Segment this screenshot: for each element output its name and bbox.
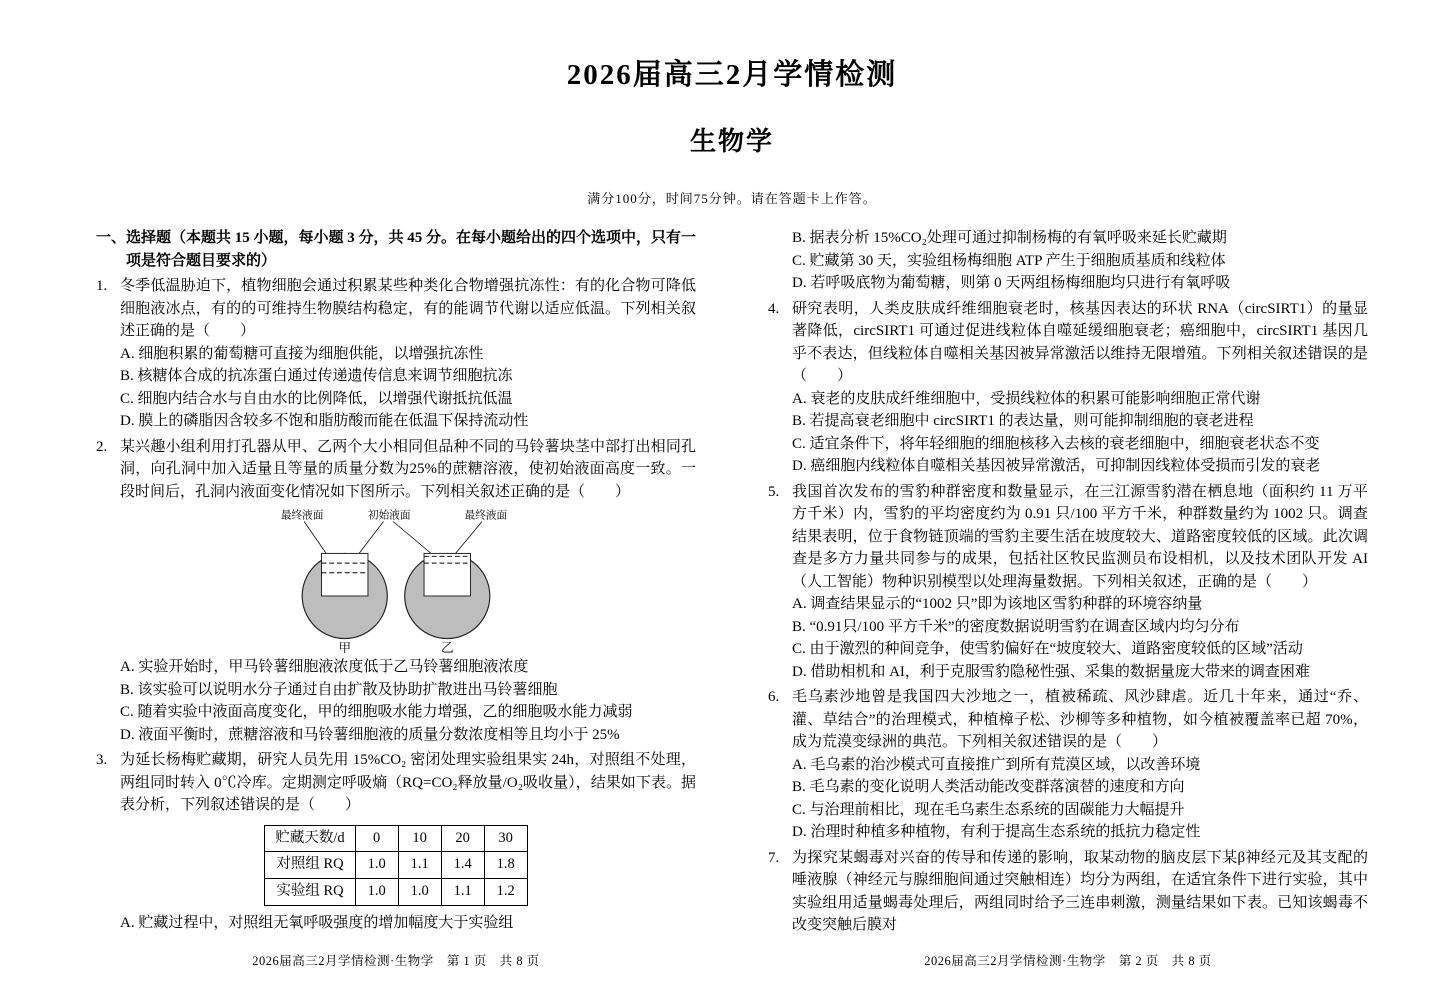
table-header-cell: 20 [441, 825, 484, 852]
bore-hole-jia [322, 553, 368, 596]
question-6 [768, 686, 1368, 844]
option-d: D. 膜上的磷脂因含较多不饱和脂肪酸而能在低温下保持流动性 [120, 413, 529, 429]
page-footer-1: 2026届高三2月学情检测·生物学 第 1 页 共 8 页 [252, 954, 540, 969]
question-3-options-continued [768, 227, 1368, 295]
question-stem: 毛乌素沙地曾是我国四大沙地之一，植被稀疏、风沙肆虐。近几十年来，通过“乔、灌、草结合”的治理模式，种植樟子松、沙柳等多种植物，如今植被覆盖率已超 70%，成为荒漠变绿洲的典范。下列相关叙述错误的是（ ） [792, 689, 1368, 750]
option-c: C. 随着实验中液面高度变化，甲的细胞吸水能力增强，乙的细胞吸水能力减弱 [120, 704, 633, 720]
option-b: B. 核糖体合成的抗冻蛋白通过传递遗传信息来调节细胞抗冻 [120, 368, 513, 384]
table-header-cell: 0 [355, 825, 398, 852]
doc-subtitle: 生物学 [689, 127, 774, 156]
option-d: D. 癌细胞内线粒体自噬相关基因被异常激活，可抑制因线粒体受损而引发的衰老 [792, 458, 1321, 474]
options-list [96, 656, 696, 746]
question-4 [768, 298, 1368, 478]
table-header-cell: 30 [484, 825, 527, 852]
option-d: D. 借助相机和 AI，利于克服雪豹隐秘性强、采集的数据量庞大带来的调查困难 [792, 663, 1310, 680]
table-cell: 1.1 [398, 852, 441, 879]
option-c: C. 细胞内结合水与自由水的比例降低，以增强代谢抵抗低温 [120, 390, 513, 407]
option-a: A. 实验开始时，甲马铃薯细胞液浓度低于乙马铃薯细胞液浓度 [120, 659, 529, 675]
table-cell: 1.0 [398, 879, 441, 906]
potato-figure-svg [275, 507, 517, 654]
question-1 [96, 275, 696, 433]
table-cell: 1.1 [441, 879, 484, 906]
two-column-body [96, 227, 1368, 975]
option-b: B. 毛乌素的变化说明人类活动能改变群落演替的速度和方向 [792, 779, 1185, 795]
option-d: D. 若呼吸底物为葡萄糖，则第 0 天两组杨梅细胞均只进行有氧呼吸 [792, 275, 1231, 291]
question-2 [96, 436, 696, 747]
option-c: C. 由于激烈的种间竞争，使雪豹偏好在“坡度较大、道路密度较低的区域”活动 [792, 641, 1303, 657]
option-d: D. 治理时种植多种植物，有利于提高生态系统的抵抗力稳定性 [792, 824, 1201, 840]
bore-hole-yi [424, 553, 470, 596]
option-c: C. 适宜条件下，将年轻细胞的细胞核移入去核的衰老细胞中，细胞衰老状态不变 [792, 435, 1320, 452]
options-list [768, 388, 1368, 478]
question-stem: 为延长杨梅贮藏期，研究人员先用 15%CO₂ 密闭处理实验组果实 24h，对照组不处理，两组同时转入 0℃冷库。定期测定呼吸熵（RQ=CO₂释放量/O₂吸收量），结果如下表。据表分析，下列叙述错误的是（ ） [120, 752, 696, 813]
table-header-cell: 贮藏天数/d [265, 825, 355, 852]
doc-title: 2026届高三2月学情检测 [566, 59, 898, 91]
option-b: B. 据表分析 15%CO₂处理可通过抑制杨梅的有氧呼吸来延长贮藏期 [792, 230, 1227, 246]
question-stem: 某兴趣小组利用打孔器从甲、乙两个大小相同但品种不同的马铃薯块茎中部打出相同孔洞，向孔洞中加入适量且等量的质量分数为25%的蔗糖溶液，使初始液面高度一致。一段时间后，孔洞内液面变化情况如下图所示。下列相关叙述正确的是（ ） [120, 438, 696, 500]
table-cell: 1.2 [484, 879, 527, 906]
option-a: A. 毛乌素的治沙模式可直接推广到所有荒漠区域，以改善环境 [792, 756, 1201, 773]
question-number: 6. [768, 689, 780, 705]
option-b: B. 该实验可以说明水分子通过自由扩散及协助扩散进出马铃薯细胞 [120, 681, 558, 698]
table-cell: 实验组 RQ [265, 879, 355, 906]
option-b: B. “0.91只/100 平方千米”的密度数据说明雪豹在调查区域内均匀分布 [792, 618, 1240, 635]
left-column-page-1 [96, 227, 696, 975]
potato-experiment-figure [96, 507, 696, 654]
figure-label-initial: 初始液面 [367, 510, 411, 522]
options-list [96, 912, 696, 935]
caption-yi: 乙 [440, 641, 454, 654]
options-list [768, 593, 1368, 683]
options-list [96, 343, 696, 433]
section-header: 一、选择题（本题共 15 小题，每小题 3 分，共 45 分。在每小题给出的四个选项中，只有一项是符合题目要求的） [96, 230, 697, 269]
question-stem: 研究表明，人类皮肤成纤维细胞衰老时，核基因表达的环状 RNA（circSIRT1）的量显著降低，circSIRT1 可通过促进线粒体自噬延缓细胞衰老；癌细胞中，circSIRT1 基因几乎不表达，但线粒体自噬相关基因被异常激活以维持无限增殖。下列相关叙述错误的是（ ） [792, 300, 1368, 384]
figure-label-final-left: 最终液面 [280, 510, 324, 522]
question-number: 4. [768, 300, 780, 317]
table-header-row [265, 825, 527, 852]
document-header [96, 52, 1368, 207]
question-stem: 为探究某蝎毒对兴奋的传导和传递的影响，取某动物的脑皮层下某β神经元及其支配的唾液腺（神经元与腺细胞间通过突触相连）均分为两组，在适宜条件下进行实验，其中实验组用适量蝎毒处理后，两组同时给予三连串刺激，测量结果如下表。已知该蝎毒不改变突触后膜对 [792, 849, 1368, 933]
figure-label-final-right: 最终液面 [464, 510, 508, 522]
question-3 [96, 749, 696, 934]
question-number: 3. [96, 752, 108, 768]
rq-data-table [264, 825, 527, 906]
right-column-page-2 [768, 227, 1368, 975]
option-d: D. 液面平衡时，蔗糖溶液和马铃薯细胞液的质量分数浓度相等且均小于 25% [120, 726, 620, 743]
options-list [768, 754, 1368, 844]
option-c: C. 贮藏第 30 天，实验组杨梅细胞 ATP 产生于细胞质基质和线粒体 [792, 252, 1226, 269]
question-5 [768, 481, 1368, 684]
page-footer-2: 2026届高三2月学情检测·生物学 第 2 页 共 8 页 [924, 954, 1212, 969]
question-number: 5. [768, 483, 780, 500]
question-number: 7. [768, 849, 780, 866]
option-a: A. 细胞积累的葡萄糖可直接为细胞供能，以增强抗冻性 [120, 345, 484, 362]
question-number: 1. [96, 278, 108, 294]
table-cell: 1.0 [355, 852, 398, 879]
table-row-experiment [265, 879, 527, 906]
table-cell: 1.8 [484, 852, 527, 879]
table-cell: 1.0 [355, 879, 398, 906]
caption-jia: 甲 [338, 641, 352, 654]
question-stem: 冬季低温胁迫下，植物细胞会通过积累某些种类化合物增强抗冻性：有的化合物可降低细胞液冰点，有的的可维持生物膜结构稳定，有的能调节代谢以适应低温。下列相关叙述正确的是（ ） [120, 278, 696, 339]
option-c: C. 与治理前相比，现在毛乌素生态系统的固碳能力大幅提升 [792, 801, 1185, 818]
option-b: B. 若提高衰老细胞中 circSIRT1 的表达量，则可能抑制细胞的衰老进程 [792, 413, 1254, 429]
table-row-control [265, 852, 527, 879]
table-header-cell: 10 [398, 825, 441, 852]
exam-instructions: 满分100分，时间75分钟。请在答题卡上作答。 [587, 191, 877, 206]
question-number: 2. [96, 438, 108, 455]
table-cell: 对照组 RQ [265, 852, 355, 879]
question-7 [768, 847, 1368, 937]
option-a: A. 衰老的皮肤成纤维细胞中，受损线粒体的积累可能影响细胞正常代谢 [792, 390, 1261, 407]
option-a: A. 调查结果显示的“1002 只”即为该地区雪豹种群的环境容纳量 [792, 596, 1203, 612]
question-stem: 我国首次发布的雪豹种群密度和数量显示，在三江源雪豹潜在栖息地（面积约 11 万平方千米）内，雪豹的平均密度约为 0.91 只/100 平方千米，种群数量约为 1002 只。调查结果表明，位于食物链顶端的雪豹主要生活在坡度较大、道路密度较低的区域。此次调查是多方力量共同参与的成果，包括社区牧民监测员布设相机，以及技术团队开发 AI（人工智能）物种识别模型以处理海量数据。下列相关叙述，正确的是（ ） [792, 483, 1368, 590]
table-cell: 1.4 [441, 852, 484, 879]
option-a: A. 贮藏过程中，对照组无氧呼吸强度的增加幅度大于实验组 [120, 914, 514, 931]
